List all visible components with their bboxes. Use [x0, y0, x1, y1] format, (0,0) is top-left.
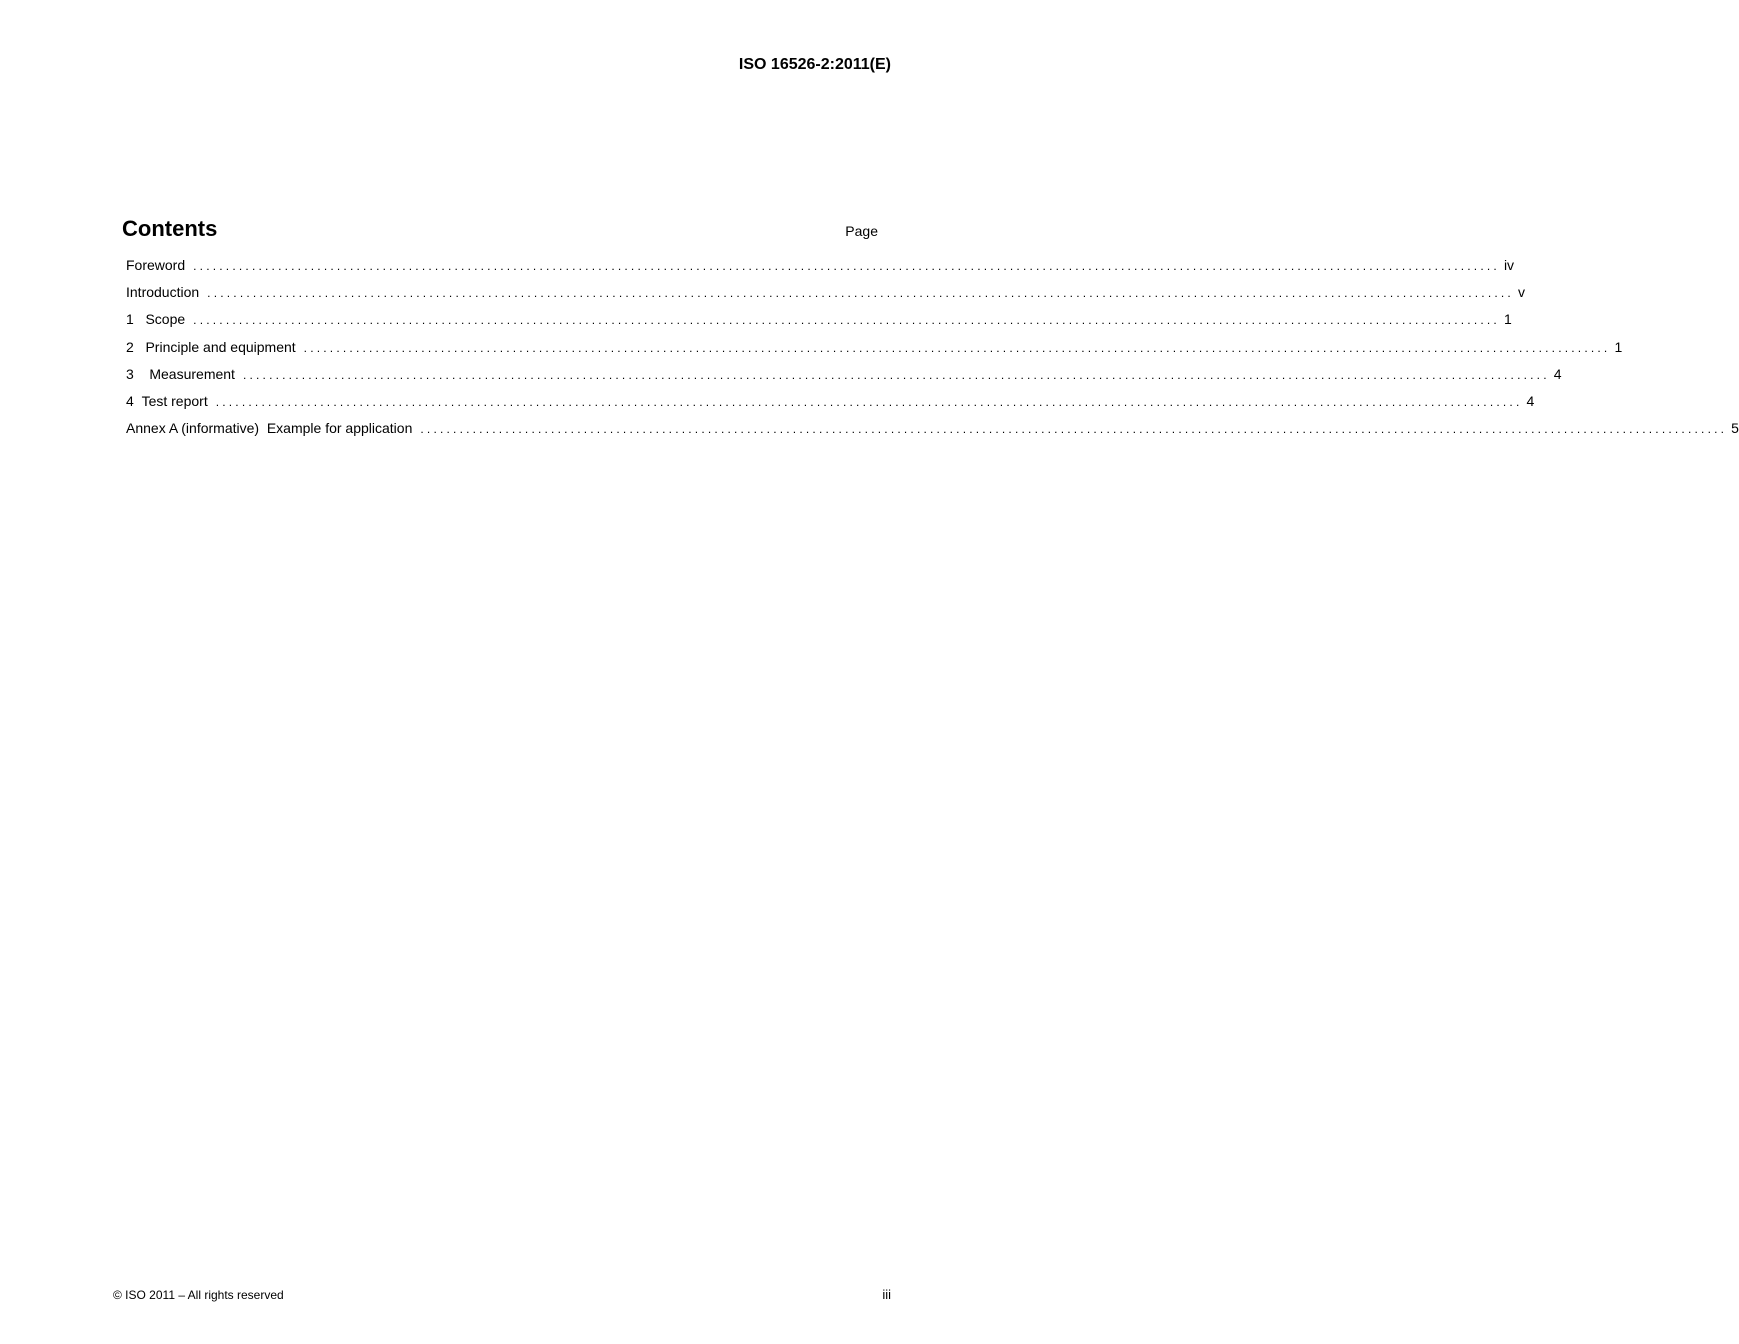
toc-entry-label: 2 Principle and equipment [126, 338, 296, 355]
toc-entry-page: 5 [1731, 420, 1739, 437]
toc-entry-page: iv [1503, 257, 1515, 273]
toc-entry-introduction[interactable] [126, 283, 1525, 310]
toc-dot-leader: ........................................................................................................................................................................................................ [193, 313, 1500, 328]
toc-entry-measurement[interactable] [126, 365, 1562, 392]
toc-entry-page: 1 [1614, 338, 1623, 355]
toc-entry-page: 4 [1526, 392, 1535, 409]
contents-header [122, 216, 878, 246]
toc-entry-page: v [1517, 284, 1525, 301]
toc-entry-annex-a[interactable] [126, 419, 1739, 446]
toc-entry-foreword[interactable] [126, 256, 1515, 283]
page-column-label: Page [845, 223, 878, 239]
toc-entry-label: 1 Scope [126, 311, 186, 328]
toc-entry-label: Foreword [126, 257, 186, 273]
footer-page-number: iii [882, 1287, 891, 1302]
toc-entry-test-report[interactable] [126, 392, 1535, 419]
toc-entry-label: 3 Measurement [126, 365, 235, 382]
toc-entry-page: 4 [1553, 365, 1562, 382]
toc-entry-label: 4 Test report [126, 392, 208, 409]
table-of-contents [126, 256, 1739, 446]
toc-entry-scope[interactable] [126, 310, 1512, 337]
toc-entry-label: Introduction [126, 284, 200, 301]
toc-dot-leader: ........................................................................................................................................................................................................ [215, 394, 1523, 409]
toc-entry-principle-and-equipment[interactable] [126, 338, 1623, 365]
toc-dot-leader: ........................................................................................................................................................................................................ [193, 259, 1500, 273]
toc-dot-leader: ........................................................................................................................................................................................................ [420, 422, 1728, 437]
toc-entry-page: 1 [1503, 311, 1512, 328]
toc-dot-leader: ........................................................................................................................................................................................................ [207, 286, 1514, 301]
contents-title: Contents [122, 216, 218, 241]
footer-copyright: © ISO 2011 – All rights reserved [113, 1288, 284, 1302]
toc-dot-leader: ........................................................................................................................................................................................................ [303, 340, 1611, 355]
document-identifier: ISO 16526-2:2011(E) [738, 56, 891, 73]
toc-entry-label: Annex A (informative) Example for application [126, 420, 413, 437]
toc-dot-leader: ........................................................................................................................................................................................................ [242, 367, 1550, 382]
